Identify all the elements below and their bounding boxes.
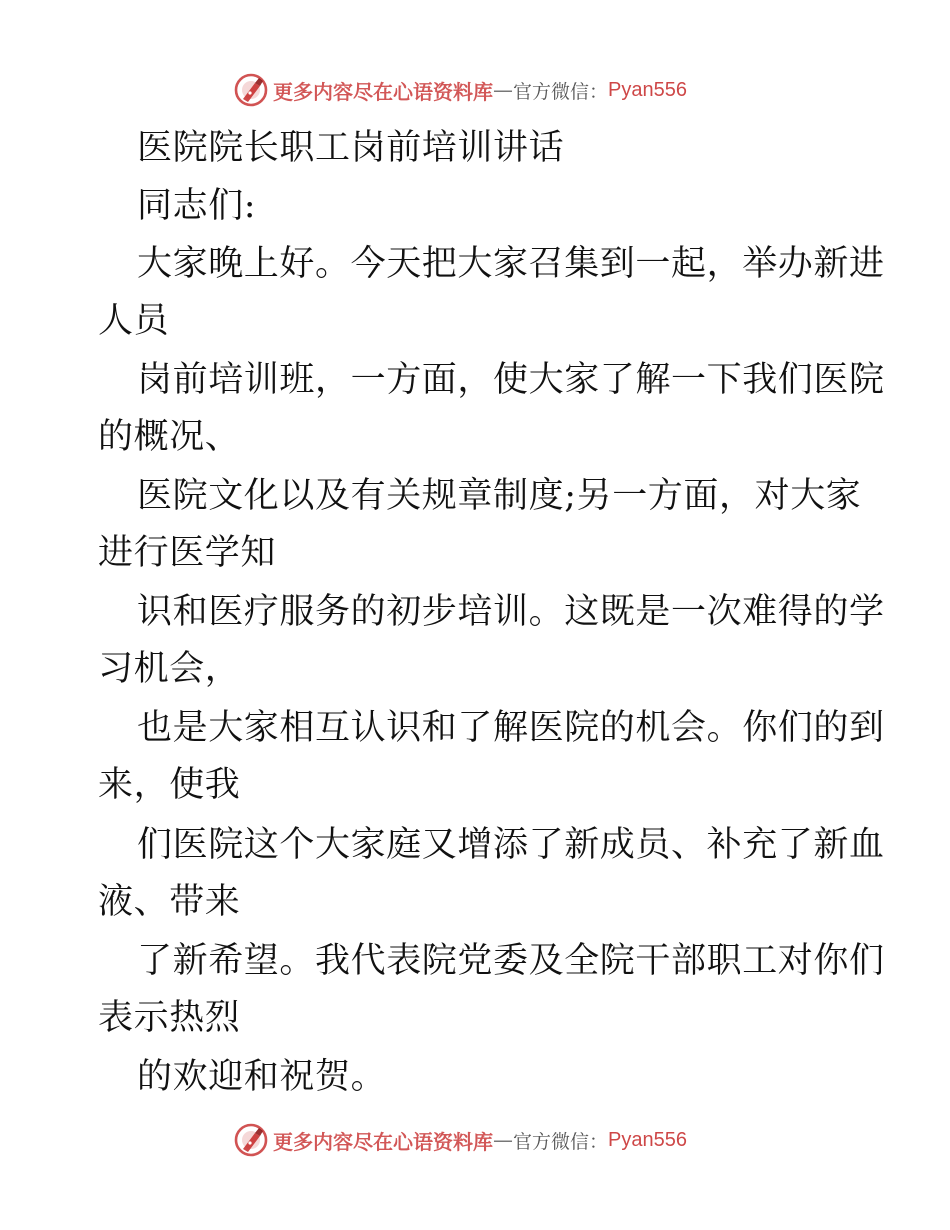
paragraph-line: 习机会， <box>98 649 241 689</box>
paragraph-line: 进行医学知 <box>98 533 277 573</box>
paragraph-line: 了新希望。我代表院党委及全院干部职工对你们 <box>137 941 885 981</box>
paragraph-line: 的概况、 <box>98 417 241 457</box>
paragraph-line: 液、带来 <box>98 882 241 922</box>
paragraph-line: 大家晚上好。今天把大家召集到一起，举办新进 <box>137 244 885 284</box>
document-title: 医院院长职工岗前培训讲话 <box>137 128 565 168</box>
pen-nib-circle-icon <box>233 72 269 108</box>
banner-separator: — <box>493 1128 513 1152</box>
paragraph-line: 的欢迎和祝贺。 <box>137 1057 387 1097</box>
paragraph-line: 人员 <box>98 301 170 341</box>
banner-wechat-label: 官方微信： <box>513 1130 609 1153</box>
paragraph-line: 医院文化以及有关规章制度;另一方面，对大家 <box>137 476 862 516</box>
paragraph-line: 也是大家相互认识和了解医院的机会。你们的到 <box>137 708 885 748</box>
banner-brand-text: 更多内容尽在心语资料库 <box>273 1129 493 1154</box>
paragraph-line: 表示热烈 <box>98 998 241 1038</box>
pen-nib-circle-icon <box>233 1122 269 1158</box>
banner-wechat-label: 官方微信： <box>513 80 609 103</box>
paragraph-line: 们医院这个大家庭又增添了新成员、补充了新血 <box>137 825 885 865</box>
paragraph-line: 来，使我 <box>98 765 241 805</box>
header-banner <box>233 70 687 110</box>
banner-brand-text: 更多内容尽在心语资料库 <box>273 79 493 104</box>
paragraph-line: 岗前培训班，一方面，使大家了解一下我们医院 <box>137 360 885 400</box>
footer-banner <box>233 1120 687 1160</box>
banner-wechat-id: Pyan556 <box>608 1128 687 1151</box>
salutation: 同志们: <box>137 186 257 226</box>
banner-wechat-id: Pyan556 <box>608 78 687 101</box>
paragraph-line: 识和医疗服务的初步培训。这既是一次难得的学 <box>137 592 885 632</box>
banner-separator: — <box>493 78 513 102</box>
